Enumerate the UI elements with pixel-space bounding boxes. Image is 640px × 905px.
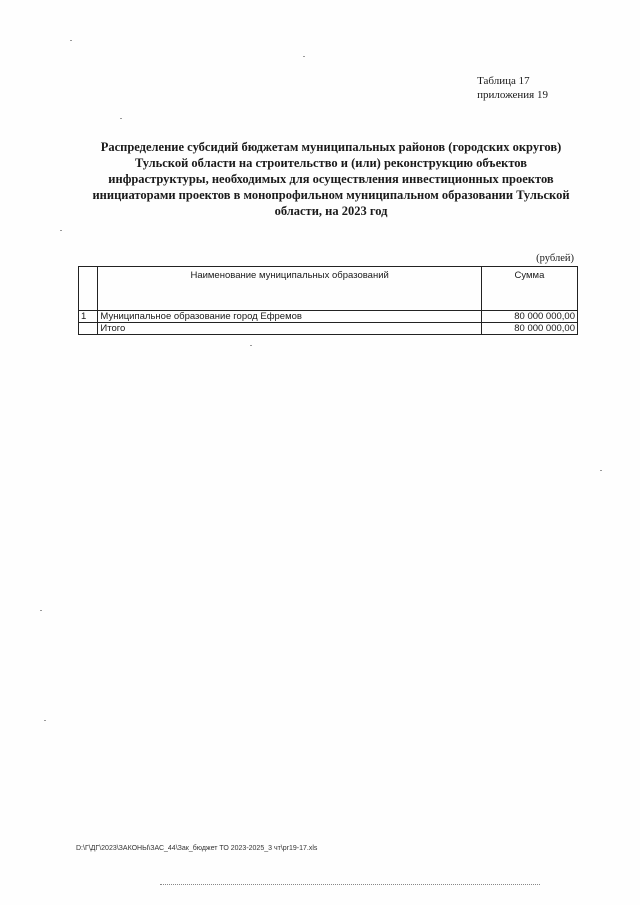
table-row	[79, 311, 578, 323]
scan-speck	[600, 470, 602, 471]
caption-table-number: Таблица 17	[477, 75, 530, 87]
scan-speck	[70, 40, 72, 41]
scan-bottom-line	[160, 884, 540, 885]
file-path-footer: D:\Г\ДГ\2023\ЗАКОНЫ\ЗАС_44\Зак_бюджет ТО 2023-2025_3 чт\pr19-17.xls	[76, 845, 318, 852]
header-name: Наименование муниципальных образований	[98, 267, 481, 311]
table-total-row	[79, 323, 578, 335]
header-number	[79, 267, 98, 311]
units-label: (рублей)	[536, 253, 574, 264]
total-number-cell	[79, 323, 98, 335]
scan-speck	[60, 230, 62, 231]
total-label: Итого	[98, 323, 481, 335]
scan-speck	[120, 118, 122, 119]
row-name: Муниципальное образование город Ефремов	[98, 311, 481, 323]
scan-speck	[303, 56, 305, 57]
scan-speck	[40, 610, 42, 611]
scan-speck	[250, 345, 252, 346]
header-sum: Сумма	[481, 267, 577, 311]
document-title: Распределение субсидий бюджетам муниципальных районов (городских округов) Тульской области на строительство и (или) реконструкцию объектов инфраструктуры, необходимых для осуществления инвестиционных проектов инициаторами проектов в монопрофильном муниципальном образовании Тульской области, на 2023 год	[92, 140, 570, 218]
caption-appendix-number: приложения 19	[477, 89, 548, 101]
row-number: 1	[79, 311, 98, 323]
subsidy-table	[78, 266, 578, 335]
row-sum: 80 000 000,00	[481, 311, 577, 323]
table-caption	[477, 74, 548, 102]
scan-speck	[44, 720, 46, 721]
table-header-row	[79, 267, 578, 311]
total-sum: 80 000 000,00	[481, 323, 577, 335]
